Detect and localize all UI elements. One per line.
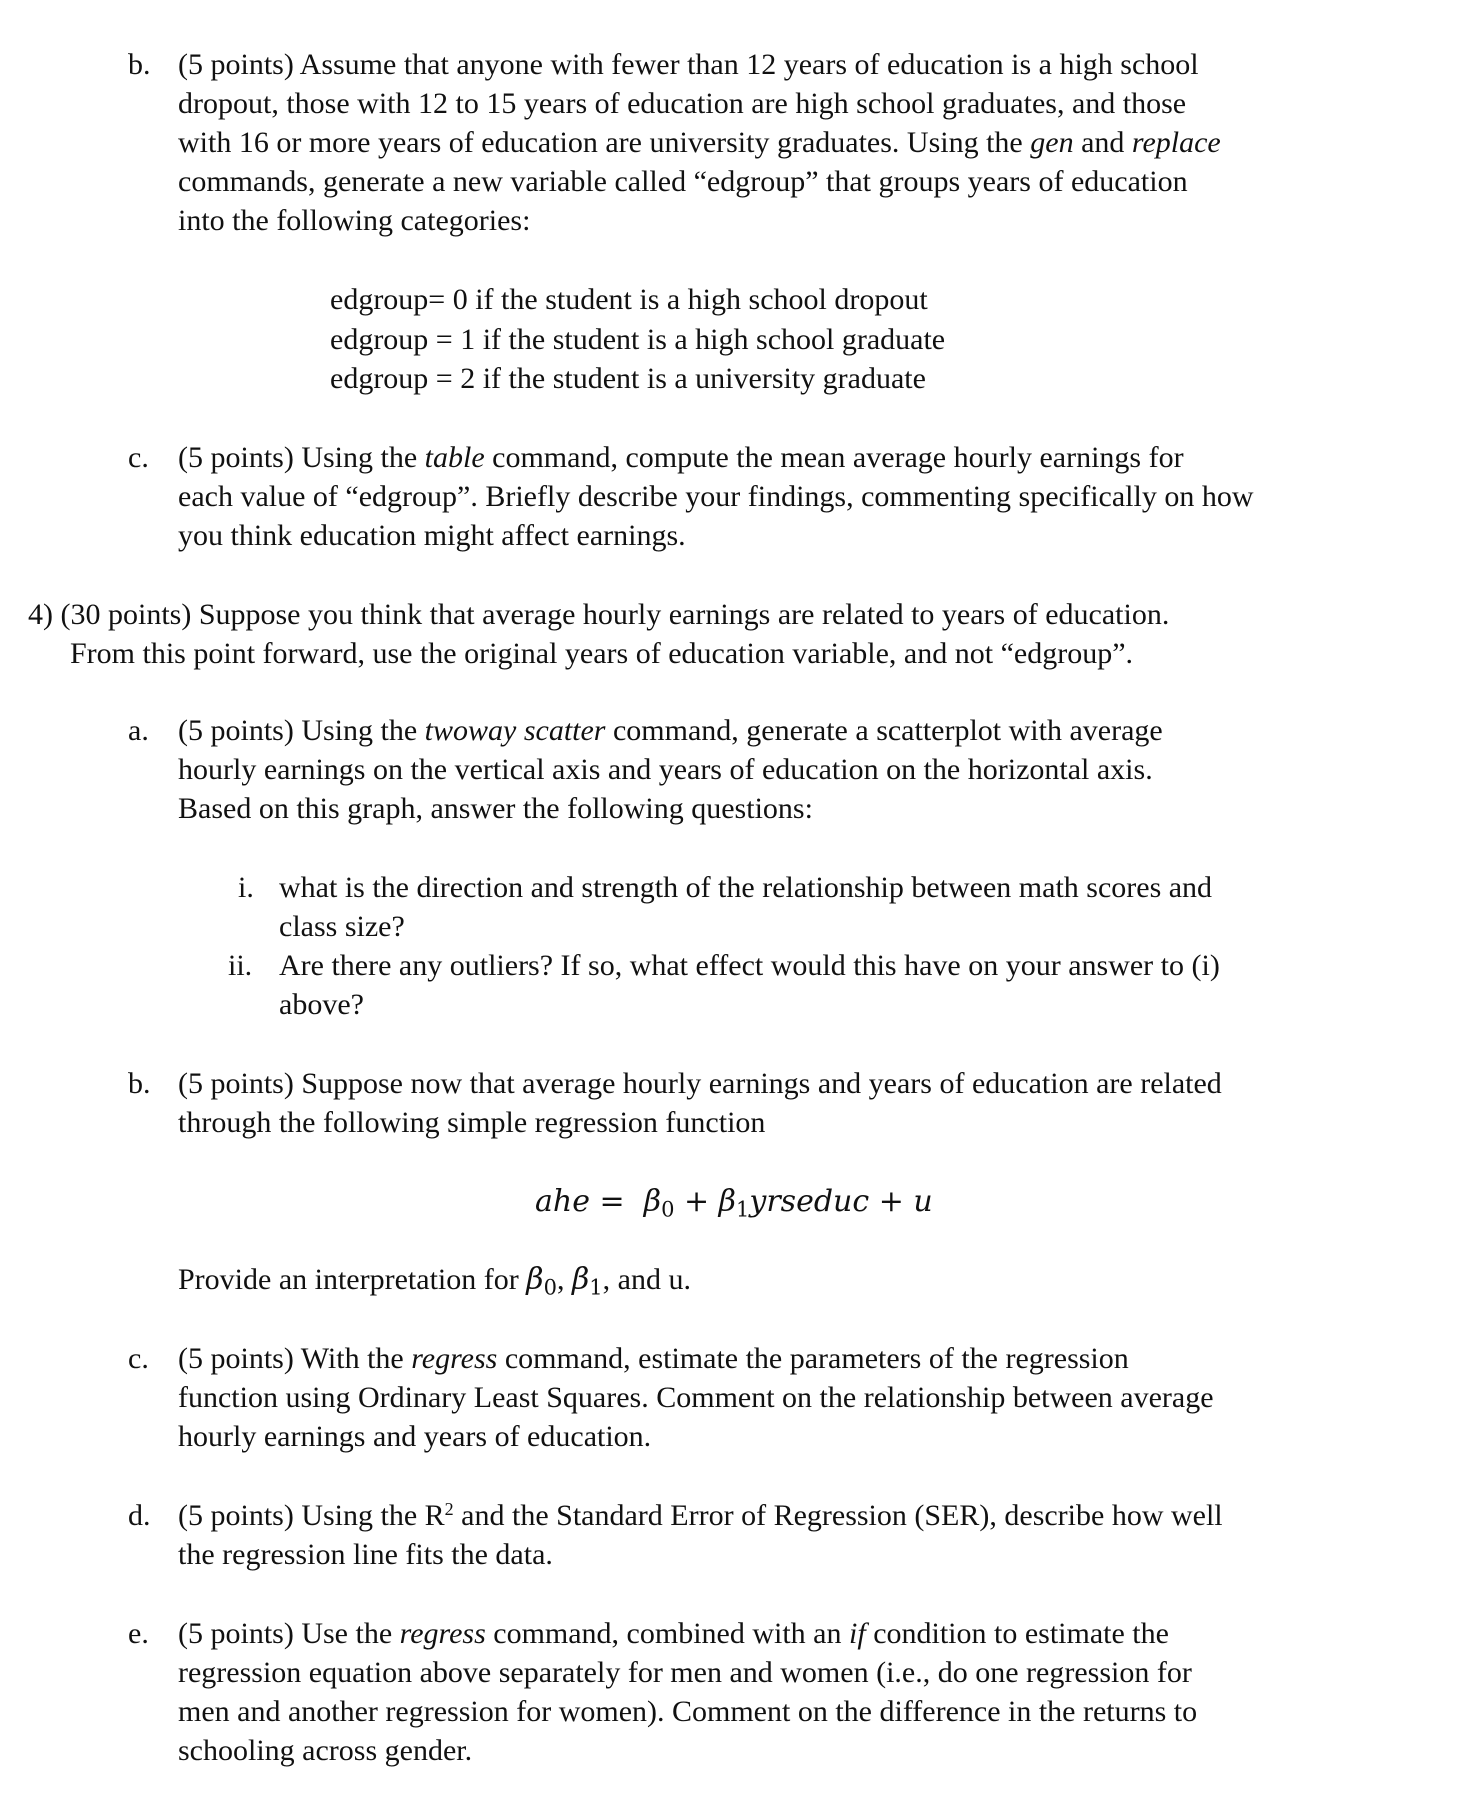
item-marker: b. bbox=[128, 48, 151, 81]
text-line: above? bbox=[279, 988, 364, 1021]
command-name: regress bbox=[399, 1617, 486, 1650]
text-line: (5 points) Suppose now that average hourly earnings and years of education are related bbox=[178, 1067, 1222, 1100]
text-line bbox=[178, 443, 1184, 473]
text-line: Based on this graph, answer the following questions: bbox=[178, 792, 813, 825]
text-span: (5 points) Using the bbox=[178, 441, 418, 474]
text-line: what is the direction and strength of the relationship between math scores and bbox=[279, 871, 1213, 904]
text-span: command, combined with an bbox=[493, 1617, 842, 1650]
plus-sign: + bbox=[878, 1184, 904, 1219]
subscript: 0 bbox=[661, 1197, 675, 1222]
text-span: with 16 or more years of education are university graduates. Using the bbox=[178, 126, 1023, 159]
text-line: commands, generate a new variable called “edgroup” that groups years of education bbox=[178, 165, 1188, 198]
beta-symbol: β bbox=[571, 1262, 590, 1297]
text-line: the regression line fits the data. bbox=[178, 1538, 553, 1571]
subscript: 1 bbox=[736, 1197, 750, 1222]
text-line: class size? bbox=[279, 910, 405, 943]
text-line: dropout, those with 12 to 15 years of education are high school graduates, and those bbox=[178, 87, 1187, 120]
text-line: you think education might affect earnings. bbox=[178, 519, 686, 552]
beta-symbol: β bbox=[643, 1184, 662, 1219]
text-span: (5 points) Use the bbox=[178, 1617, 393, 1650]
item-marker: c. bbox=[128, 441, 149, 474]
text-span: command, generate a scatterplot with average bbox=[612, 714, 1163, 747]
text-line: From this point forward, use the original years of education variable, and not “edgroup”. bbox=[70, 637, 1134, 670]
text-span: , and u. bbox=[602, 1263, 691, 1296]
text-span: (5 points) Using the bbox=[178, 714, 418, 747]
error-term: u bbox=[913, 1184, 933, 1219]
text-span: (5 points) Using the R bbox=[178, 1499, 445, 1532]
question-heading: 4) (30 points) Suppose you think that average hourly earnings are related to years of education. bbox=[28, 598, 1170, 631]
command-name: table bbox=[424, 441, 485, 474]
text-line bbox=[178, 1262, 691, 1300]
item-marker: c. bbox=[128, 1342, 149, 1375]
text-span: command, compute the mean average hourly earnings for bbox=[492, 441, 1184, 474]
text-span: , bbox=[556, 1263, 565, 1296]
text-span: and bbox=[1081, 126, 1125, 159]
text-line: hourly earnings and years of education. bbox=[178, 1420, 652, 1453]
category-item: edgroup = 1 if the student is a high school graduate bbox=[330, 323, 946, 356]
text-line bbox=[178, 128, 1221, 158]
text-span: and the Standard Error of Regression (SER), describe how well bbox=[461, 1499, 1223, 1532]
text-line: each value of “edgroup”. Briefly describe your findings, commenting specifically on how bbox=[178, 480, 1254, 513]
text-line: schooling across gender. bbox=[178, 1734, 473, 1767]
item-marker: d. bbox=[128, 1499, 151, 1532]
text-span: command, estimate the parameters of the regression bbox=[504, 1342, 1129, 1375]
text-span: Provide an interpretation for bbox=[178, 1263, 519, 1296]
text-line bbox=[178, 1501, 1223, 1531]
subscript: 0 bbox=[543, 1275, 557, 1300]
command-name: gen bbox=[1030, 126, 1074, 159]
superscript: 2 bbox=[444, 1499, 454, 1520]
regression-equation bbox=[535, 1184, 933, 1222]
text-line: (5 points) Assume that anyone with fewer than 12 years of education is a high school bbox=[178, 48, 1199, 81]
text-span: condition to estimate the bbox=[873, 1617, 1169, 1650]
equation-lhs: ahe = bbox=[535, 1184, 625, 1219]
item-marker: b. bbox=[128, 1067, 151, 1100]
text-line: function using Ordinary Least Squares. Comment on the relationship between average bbox=[178, 1381, 1214, 1414]
text-line: into the following categories: bbox=[178, 204, 531, 237]
subitem-marker: ii. bbox=[228, 949, 253, 982]
subscript: 1 bbox=[589, 1275, 603, 1300]
plus-sign: + bbox=[683, 1184, 710, 1219]
beta-symbol: β bbox=[718, 1184, 737, 1219]
text-line: regression equation above separately for men and women (i.e., do one regression for bbox=[178, 1656, 1192, 1689]
command-name: twoway scatter bbox=[424, 714, 606, 747]
item-marker: e. bbox=[128, 1617, 149, 1650]
text-line: Are there any outliers? If so, what effect would this have on your answer to (i) bbox=[279, 949, 1220, 982]
text-line: men and another regression for women). Comment on the difference in the returns to bbox=[178, 1695, 1198, 1728]
command-name: replace bbox=[1131, 126, 1221, 159]
equation-variable: yrseduc bbox=[749, 1184, 870, 1219]
command-name: if bbox=[849, 1617, 866, 1650]
text-line bbox=[178, 716, 1163, 746]
beta-symbol: β bbox=[526, 1262, 544, 1297]
text-span: (5 points) With the bbox=[178, 1342, 404, 1375]
text-line: through the following simple regression function bbox=[178, 1106, 766, 1139]
text-line bbox=[178, 1344, 1129, 1374]
subitem-marker: i. bbox=[238, 871, 254, 904]
command-name: regress bbox=[411, 1342, 498, 1375]
item-marker: a. bbox=[128, 714, 149, 747]
category-item: edgroup= 0 if the student is a high school dropout bbox=[330, 283, 928, 316]
category-item: edgroup = 2 if the student is a university graduate bbox=[330, 362, 926, 395]
text-line: hourly earnings on the vertical axis and years of education on the horizontal axis. bbox=[178, 753, 1153, 786]
text-line bbox=[178, 1619, 1169, 1649]
